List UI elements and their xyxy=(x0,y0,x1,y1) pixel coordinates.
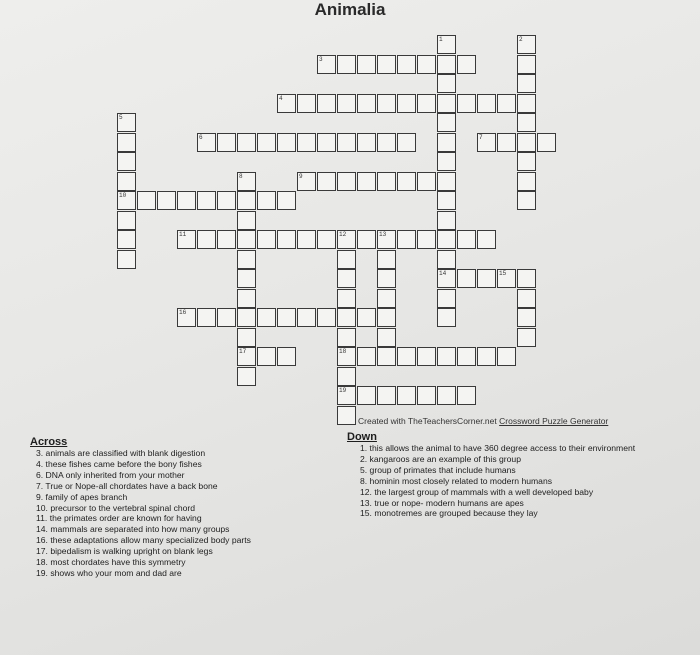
grid-cell[interactable] xyxy=(257,347,276,366)
clue-number-4: 4 xyxy=(279,94,283,102)
clue-number-12: 12 xyxy=(339,231,347,238)
clue-number-18: 18 xyxy=(339,348,347,355)
grid-cell[interactable] xyxy=(337,133,356,152)
down-clues xyxy=(347,431,647,519)
grid-cell[interactable] xyxy=(237,133,256,152)
grid-cell[interactable] xyxy=(217,191,236,210)
across-clue: 14. mammals are separated into how many groups xyxy=(36,524,230,535)
grid-cell[interactable] xyxy=(197,230,216,249)
grid-cell[interactable] xyxy=(437,289,456,308)
grid-cell[interactable] xyxy=(217,133,236,152)
puzzle-title: Animalia xyxy=(314,0,386,19)
grid-cell[interactable] xyxy=(257,230,276,249)
grid-cell[interactable] xyxy=(397,94,416,113)
grid-cell[interactable] xyxy=(437,230,456,249)
grid-cell[interactable] xyxy=(497,94,516,113)
grid-cell[interactable] xyxy=(497,133,516,152)
grid-cell[interactable] xyxy=(377,328,396,347)
grid-cell[interactable] xyxy=(117,152,136,171)
grid-cell[interactable] xyxy=(237,367,256,386)
grid-cell[interactable] xyxy=(377,269,396,288)
grid-cell[interactable] xyxy=(437,55,456,74)
grid-cell[interactable] xyxy=(317,133,336,152)
grid-cell[interactable] xyxy=(337,172,356,191)
grid-cell[interactable] xyxy=(357,386,376,405)
credit-text: Created with TheTeachersCorner.net xyxy=(358,416,497,426)
grid-cell[interactable] xyxy=(337,367,356,386)
grid-cell[interactable] xyxy=(477,269,496,288)
grid-cell[interactable] xyxy=(237,250,256,269)
down-clue: 5. group of primates that include humans xyxy=(360,464,516,475)
grid-cell[interactable] xyxy=(337,328,356,347)
grid-cell[interactable] xyxy=(517,113,536,132)
across-clue: 19. shows who your mom and dad are xyxy=(36,567,182,578)
grid-cell[interactable] xyxy=(517,133,536,152)
grid-cell[interactable] xyxy=(457,347,476,366)
grid-cell[interactable] xyxy=(357,55,376,74)
grid-cell[interactable] xyxy=(517,289,536,308)
grid-cell[interactable] xyxy=(377,347,396,366)
grid-cell[interactable] xyxy=(437,94,456,113)
across-header: Across xyxy=(30,436,68,448)
grid-cell[interactable] xyxy=(337,308,356,327)
grid-cell[interactable] xyxy=(437,386,456,405)
across-clue: 6. DNA only inherited from your mother xyxy=(36,469,185,480)
grid-cell[interactable] xyxy=(337,269,356,288)
grid-cell[interactable] xyxy=(337,55,356,74)
grid-cell[interactable] xyxy=(297,230,316,249)
across-clue: 11. the primates order are known for having xyxy=(36,513,202,524)
grid-cell[interactable] xyxy=(257,133,276,152)
grid-cell[interactable] xyxy=(417,55,436,74)
grid-cell[interactable] xyxy=(377,94,396,113)
grid-cell[interactable] xyxy=(297,308,316,327)
grid-cell[interactable] xyxy=(297,133,316,152)
grid-cell[interactable] xyxy=(317,230,336,249)
grid-cell[interactable] xyxy=(337,289,356,308)
grid-cell[interactable] xyxy=(517,269,536,288)
grid-cell[interactable] xyxy=(317,94,336,113)
across-clue: 9. family of apes branch xyxy=(36,491,128,502)
grid-cell[interactable] xyxy=(397,230,416,249)
clue-number-11: 11 xyxy=(179,231,187,238)
grid-cell[interactable] xyxy=(117,133,136,152)
grid-cell[interactable] xyxy=(357,347,376,366)
clue-number-1: 1 xyxy=(439,36,443,43)
grid-cell[interactable] xyxy=(457,55,476,74)
grid-cell[interactable] xyxy=(377,308,396,327)
clue-number-10: 10 xyxy=(119,192,127,199)
grid-cell[interactable] xyxy=(517,74,536,93)
clue-number-5: 5 xyxy=(119,114,123,121)
grid-cell[interactable] xyxy=(337,94,356,113)
grid-cell[interactable] xyxy=(537,133,556,152)
clue-number-6: 6 xyxy=(199,133,203,141)
grid-cell[interactable] xyxy=(477,347,496,366)
down-clue: 8. hominin most closely related to modern humans xyxy=(360,475,553,486)
grid-cell[interactable] xyxy=(377,250,396,269)
clue-number-2: 2 xyxy=(519,36,523,43)
grid-cell[interactable] xyxy=(237,191,256,210)
down-clue: 2. kangaroos are an example of this group xyxy=(360,453,521,464)
clue-number-9: 9 xyxy=(299,172,303,180)
across-clue: 7. True or Nope-all chordates have a back bone xyxy=(36,480,218,491)
clue-number-3: 3 xyxy=(319,55,323,63)
down-header: Down xyxy=(347,431,377,443)
grid-cell[interactable] xyxy=(357,230,376,249)
down-clue: 12. the largest group of mammals with a well developed baby xyxy=(360,486,594,497)
clue-number-17: 17 xyxy=(239,348,247,355)
clue-number-14: 14 xyxy=(439,270,447,277)
grid-cell[interactable] xyxy=(137,191,156,210)
grid-cell[interactable] xyxy=(237,211,256,230)
grid-cell[interactable] xyxy=(237,230,256,249)
grid-cell[interactable] xyxy=(277,308,296,327)
grid-cell[interactable] xyxy=(377,133,396,152)
grid-cell[interactable] xyxy=(417,347,436,366)
grid-cell[interactable] xyxy=(397,172,416,191)
grid-cell[interactable] xyxy=(457,269,476,288)
grid-cell[interactable] xyxy=(437,113,456,132)
grid-cell[interactable] xyxy=(437,211,456,230)
grid-cell[interactable] xyxy=(317,172,336,191)
grid-cell[interactable] xyxy=(157,191,176,210)
grid-cell[interactable] xyxy=(397,133,416,152)
grid-cell[interactable] xyxy=(397,347,416,366)
down-clue: 15. monotremes are grouped because they lay xyxy=(360,508,538,519)
grid-cell[interactable] xyxy=(437,133,456,152)
grid-cell[interactable] xyxy=(237,269,256,288)
grid-cell[interactable] xyxy=(117,250,136,269)
across-clues xyxy=(30,436,350,579)
grid-cell[interactable] xyxy=(337,406,356,425)
grid-cell[interactable] xyxy=(457,386,476,405)
grid-cell[interactable] xyxy=(357,133,376,152)
clue-number-19: 19 xyxy=(339,387,347,394)
grid-cell[interactable] xyxy=(437,250,456,269)
grid-cell[interactable] xyxy=(277,347,296,366)
grid-cell[interactable] xyxy=(477,230,496,249)
grid-cell[interactable] xyxy=(437,74,456,93)
grid-cell[interactable] xyxy=(437,191,456,210)
across-clue: 16. these adaptations allow many specialized body parts xyxy=(36,535,251,546)
grid-cell[interactable] xyxy=(517,308,536,327)
grid-cell[interactable] xyxy=(517,328,536,347)
across-clue: 3. animals are classified with blank digestion xyxy=(36,448,206,458)
generator-credit xyxy=(358,416,608,426)
grid-cell[interactable] xyxy=(477,94,496,113)
down-clue: 13. true or nope- modern humans are apes xyxy=(360,497,524,508)
clue-number-16: 16 xyxy=(179,309,187,316)
grid-cell[interactable] xyxy=(357,308,376,327)
grid-cell[interactable] xyxy=(117,230,136,249)
across-clue: 10. precursor to the vertebral spinal chord xyxy=(36,502,196,513)
grid-cell[interactable] xyxy=(397,55,416,74)
grid-cell[interactable] xyxy=(237,289,256,308)
grid-cell[interactable] xyxy=(517,94,536,113)
grid-cell[interactable] xyxy=(277,133,296,152)
grid-cell[interactable] xyxy=(217,308,236,327)
grid-cell[interactable] xyxy=(277,191,296,210)
grid-cell[interactable] xyxy=(397,386,416,405)
grid-cell[interactable] xyxy=(417,386,436,405)
grid-cell[interactable] xyxy=(317,308,336,327)
clue-number-15: 15 xyxy=(499,270,507,277)
grid-cell[interactable] xyxy=(437,308,456,327)
across-clue: 4. these fishes came before the bony fishes xyxy=(36,458,202,469)
grid-cell[interactable] xyxy=(457,230,476,249)
grid-cell[interactable] xyxy=(177,191,196,210)
grid-cell[interactable] xyxy=(237,328,256,347)
clue-number-13: 13 xyxy=(379,231,387,238)
grid-cell[interactable] xyxy=(517,191,536,210)
grid-cell[interactable] xyxy=(337,250,356,269)
across-clue: 18. most chordates have this symmetry xyxy=(36,557,186,568)
grid-cell[interactable] xyxy=(257,191,276,210)
grid-cell[interactable] xyxy=(417,94,436,113)
credit-link[interactable]: Crossword Puzzle Generator xyxy=(499,416,609,426)
grid-cell[interactable] xyxy=(377,55,396,74)
grid-cell[interactable] xyxy=(277,230,296,249)
grid-cell[interactable] xyxy=(197,191,216,210)
grid-cell[interactable] xyxy=(377,172,396,191)
grid-cell[interactable] xyxy=(297,94,316,113)
grid-cell[interactable] xyxy=(437,152,456,171)
grid-cell[interactable] xyxy=(237,308,256,327)
grid-cell[interactable] xyxy=(377,386,396,405)
grid-cell[interactable] xyxy=(437,347,456,366)
grid-cell[interactable] xyxy=(357,172,376,191)
grid-cell[interactable] xyxy=(117,172,136,191)
grid-cell[interactable] xyxy=(197,308,216,327)
grid-cell[interactable] xyxy=(497,347,516,366)
grid-cell[interactable] xyxy=(217,230,236,249)
across-clue: 17. bipedalism is walking upright on blank legs xyxy=(36,546,213,557)
grid-cell[interactable] xyxy=(417,172,436,191)
grid-cell[interactable] xyxy=(457,94,476,113)
grid-cell[interactable] xyxy=(417,230,436,249)
grid-cell[interactable] xyxy=(517,152,536,171)
clue-number-7: 7 xyxy=(479,133,483,141)
grid-cell[interactable] xyxy=(357,94,376,113)
down-clue: 1. this allows the animal to have 360 degree access to their environment xyxy=(360,443,636,453)
grid-cell[interactable] xyxy=(437,172,456,191)
grid-cell[interactable] xyxy=(377,289,396,308)
clue-number-8: 8 xyxy=(239,172,243,180)
grid-cell[interactable] xyxy=(517,55,536,74)
grid-cell[interactable] xyxy=(517,172,536,191)
grid-cell[interactable] xyxy=(117,211,136,230)
grid-cell[interactable] xyxy=(257,308,276,327)
